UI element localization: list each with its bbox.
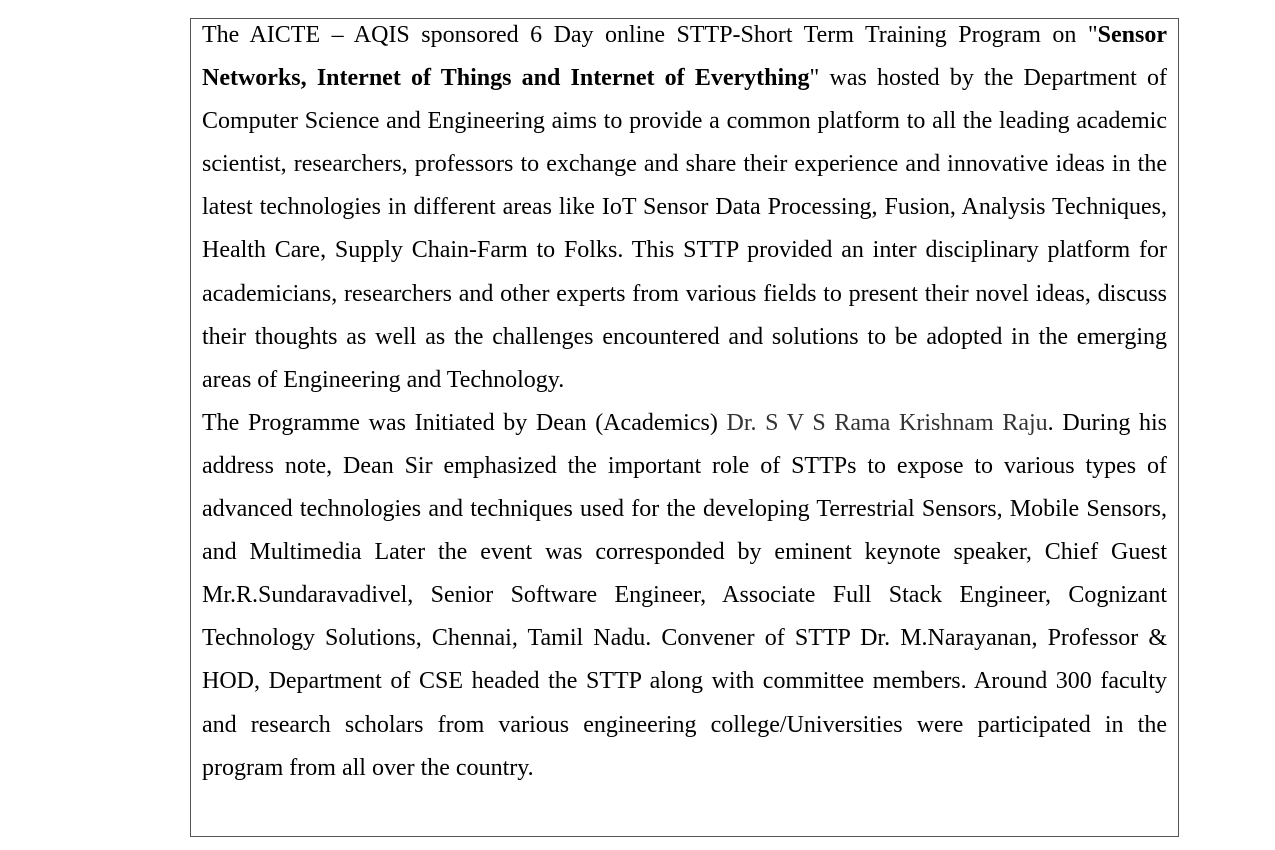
paragraph1-body: " was hosted by the Department of Computer Science and Engineering aims to provide a common platform to all the leading academic scientist, researchers, professors to exchange and share their experience and innovative ideas in the latest technologies in different areas like IoT Sensor Data Processing, Fusion, Analysis Techniques, Health Care, Supply Chain-Farm to Folks. This STTP provided an inter disciplinary platform for academicians, researchers and other experts from various fields to present their novel ideas, discuss their thoughts as well as the challenges encountered and solutions to be adopted in the emerging areas of Engineering and Technology. [202, 65, 1167, 393]
document-frame [190, 18, 1179, 837]
program-title: Sensor Networks, Internet of Things and Internet of Everything [202, 22, 1167, 92]
paragraph-programme-initiation [202, 402, 1167, 790]
paragraph-program-overview [202, 14, 1167, 402]
paragraph2-body: . During his address note, Dean Sir emphasized the important role of STTPs to expose to various types of advanced technologies and techniques used for the developing Terrestrial Sensors, Mobile Sensors, and Multimedia Later the event was corresponded by eminent keynote speaker, Chief Guest Mr.R.Sundaravadivel, Senior Software Engineer, Associate Full Stack Engineer, Cognizant Technology Solutions, Chennai, Tamil Nadu. Convener of STTP Dr. M.Narayanan, Professor & HOD, Department of CSE headed the STTP along with committee members. Around 300 faculty and research scholars from various engineering college/Universities were participated in the program from all over the country. [202, 409, 1167, 781]
paragraph1-lead: The AICTE – AQIS sponsored 6 Day online STTP-Short Term Training Program on " [202, 22, 1098, 48]
dean-name: Dr. S V S Rama Krishnam Raju [726, 409, 1048, 436]
paragraph2-lead: The Programme was Initiated by Dean (Academics) [202, 409, 727, 436]
